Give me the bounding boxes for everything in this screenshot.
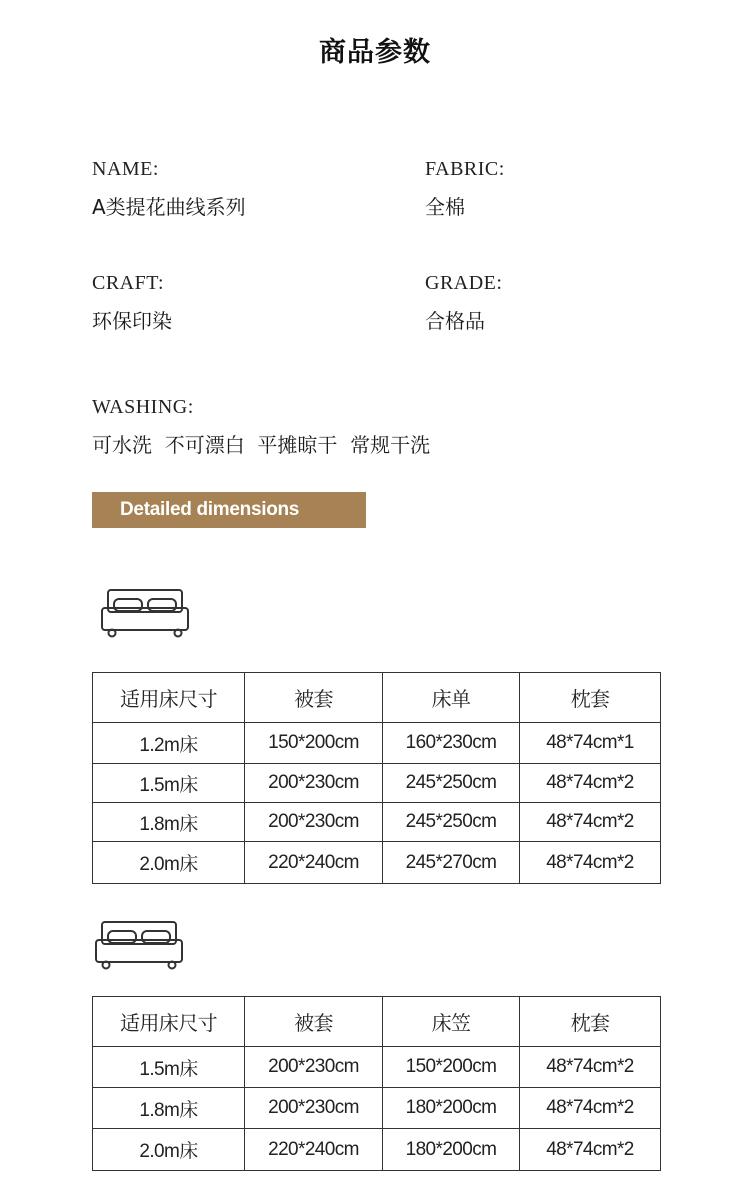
- table-cell: 150*200cm: [383, 1047, 520, 1088]
- table-cell: 48*74cm*2: [520, 1129, 661, 1171]
- table-header-row: [93, 997, 661, 1047]
- bed-icon: [94, 920, 184, 976]
- header-bed-sheet: 床单: [383, 673, 520, 723]
- header-fitted-sheet: 床笠: [383, 997, 520, 1047]
- table-cell: 48*74cm*2: [520, 803, 661, 842]
- param-craft: [92, 271, 422, 334]
- table-cell: 220*240cm: [245, 1129, 383, 1171]
- table-row: [93, 1047, 661, 1088]
- header-duvet-cover: 被套: [245, 673, 383, 723]
- param-craft-value: 环保印染: [92, 309, 172, 333]
- table-cell: 245*270cm: [383, 842, 520, 884]
- param-washing-label: WASHING:: [92, 396, 194, 418]
- size-table-2: [92, 996, 661, 1171]
- table-cell: 2.0m床: [93, 1129, 245, 1171]
- table-cell: 1.8m床: [93, 803, 245, 842]
- page-title: 商品参数: [319, 37, 431, 68]
- param-craft-label: CRAFT:: [92, 272, 165, 294]
- table-cell: 180*200cm: [383, 1129, 520, 1171]
- table-cell: 150*200cm: [245, 723, 383, 764]
- param-fabric-label: FABRIC:: [425, 158, 505, 180]
- param-name-value: A类提花曲线系列: [92, 195, 246, 219]
- table-cell: 1.8m床: [93, 1088, 245, 1129]
- table-cell: 1.2m床: [93, 723, 245, 764]
- header-duvet-cover: 被套: [245, 997, 383, 1047]
- table-cell: 48*74cm*2: [520, 1047, 661, 1088]
- param-fabric: [425, 157, 750, 220]
- table-cell: 1.5m床: [93, 1047, 245, 1088]
- table-cell: 200*230cm: [245, 764, 383, 803]
- param-grade: [425, 271, 750, 334]
- param-name-label: NAME:: [92, 158, 159, 180]
- bed-icon: [100, 588, 190, 644]
- table-row: [93, 842, 661, 884]
- table-cell: 48*74cm*2: [520, 842, 661, 884]
- table-cell: 48*74cm*2: [520, 764, 661, 803]
- header-pillowcase: 枕套: [520, 997, 661, 1047]
- table-cell: 48*74cm*1: [520, 723, 661, 764]
- param-grade-value: 合格品: [425, 309, 485, 333]
- table-cell: 48*74cm*2: [520, 1088, 661, 1129]
- table-cell: 200*230cm: [245, 1088, 383, 1129]
- table-header-row: [93, 673, 661, 723]
- table-row: [93, 803, 661, 842]
- param-washing-value: 可水洗 不可漂白 平摊晾干 常规干洗: [92, 433, 431, 457]
- header-pillowcase: 枕套: [520, 673, 661, 723]
- table-cell: 200*230cm: [245, 803, 383, 842]
- table-cell: 245*250cm: [383, 803, 520, 842]
- table-row: [93, 1088, 661, 1129]
- param-washing: [92, 395, 652, 458]
- detailed-dimensions-banner: Detailed dimensions: [92, 492, 366, 528]
- table-cell: 245*250cm: [383, 764, 520, 803]
- header-bed-size: 适用床尺寸: [93, 997, 245, 1047]
- table-cell: 160*230cm: [383, 723, 520, 764]
- table-cell: 1.5m床: [93, 764, 245, 803]
- table-cell: 2.0m床: [93, 842, 245, 884]
- param-fabric-value: 全棉: [425, 195, 465, 219]
- table-row: [93, 1129, 661, 1171]
- table-cell: 180*200cm: [383, 1088, 520, 1129]
- table-cell: 200*230cm: [245, 1047, 383, 1088]
- header-bed-size: 适用床尺寸: [93, 673, 245, 723]
- table-row: [93, 764, 661, 803]
- table-cell: 220*240cm: [245, 842, 383, 884]
- param-name: [92, 157, 422, 220]
- param-grade-label: GRADE:: [425, 272, 503, 294]
- table-row: [93, 723, 661, 764]
- size-table-1: [92, 672, 661, 884]
